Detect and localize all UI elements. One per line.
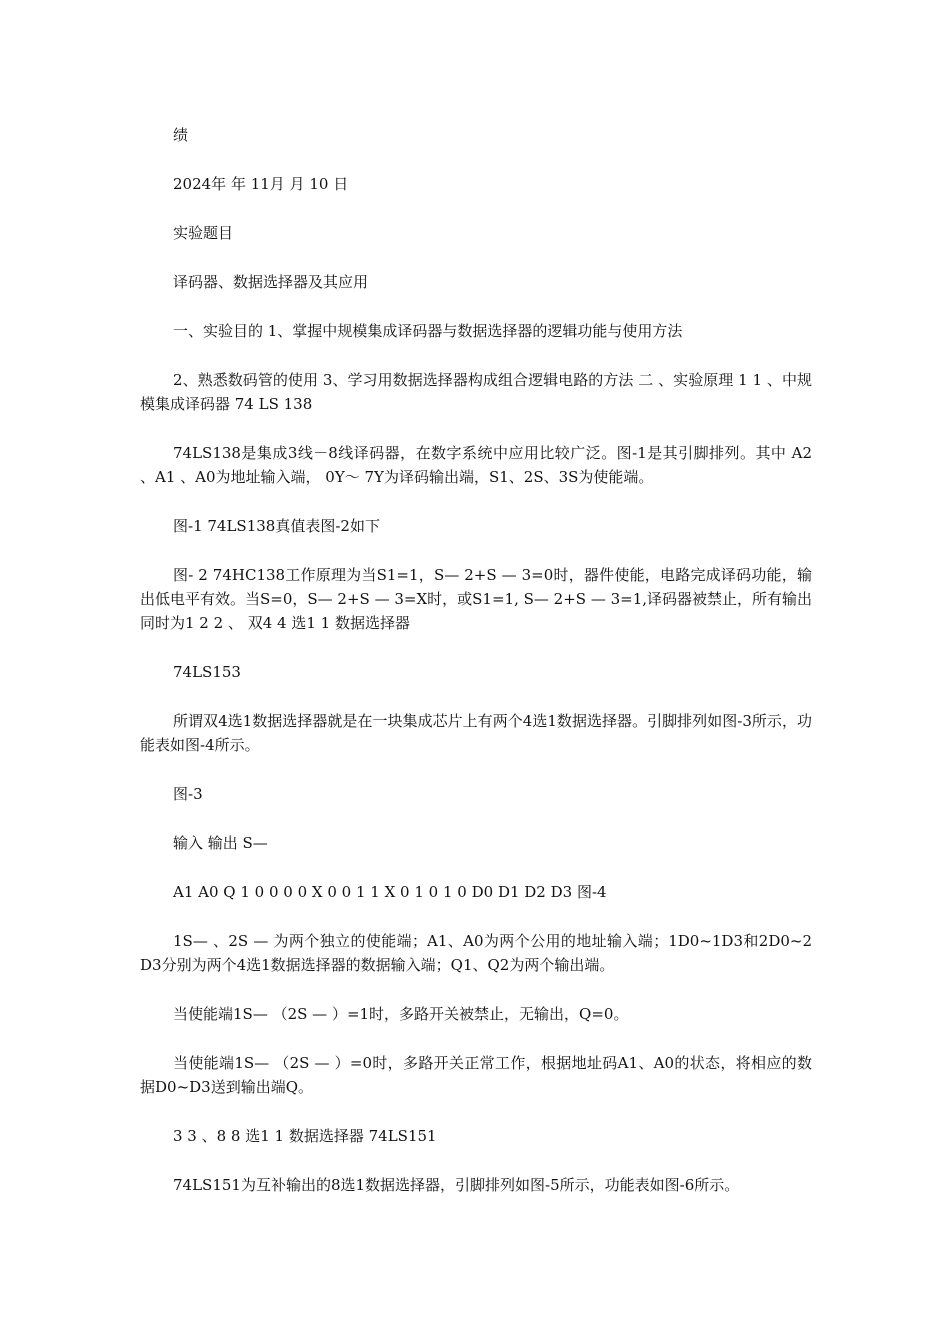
document-body xyxy=(140,123,812,1222)
dual-mux-paragraph: 所谓双4选1数据选择器就是在一块集成芯片上有两个4选1数据选择器。引脚排列如图-3所示，功能表如图-4所示。 xyxy=(140,712,812,754)
figure-1-caption: 图-1 74LS138真值表图-2如下 xyxy=(173,517,380,535)
mux-8to1-heading: 3 3 、8 8 选1 1 数据选择器 74LS151 xyxy=(173,1127,437,1145)
enable-low-paragraph: 当使能端1S— （2S — ）=0时，多路开关正常工作，根据地址码A1、A0的状态，将相应的数据D0~D3送到输出端Q。 xyxy=(140,1054,812,1096)
mux-74ls151-paragraph: 74LS151为互补输出的8选1数据选择器，引脚排列如图-5所示，功能表如图-6所示。 xyxy=(173,1176,740,1194)
experiment-title: 译码器、数据选择器及其应用 xyxy=(173,273,369,291)
enable-pins-paragraph: 1S— 、2S — 为两个独立的使能端；A1、A0为两个公用的地址输入端；1D0~1D3和2D0~2D3分别为两个4选1数据选择器的数据输入端；Q1、Q2为两个输出端。 xyxy=(140,932,812,974)
chip-name-74ls153: 74LS153 xyxy=(173,663,241,681)
date-line: 2024年 年 11月 月 10 日 xyxy=(173,175,349,193)
experiment-title-label: 实验题目 xyxy=(173,224,234,242)
enable-high-paragraph: 当使能端1S— （2S — ）=1时，多路开关被禁止，无输出，Q=0。 xyxy=(173,1005,629,1023)
function-table-values: A1 A0 Q 1 0 0 0 0 X 0 0 1 1 X 0 1 0 1 0 D0 D1 D2 D3 图-4 xyxy=(173,883,607,901)
objective-paragraph-2: 2、熟悉数码管的使用 3、学习用数据选择器构成组合逻辑电路的方法 二 、实验原理 1 1 、中规模集成译码器 74 LS 138 xyxy=(140,371,812,413)
decoder-intro-paragraph: 74LS138是集成3线－8线译码器，在数字系统中应用比较广泛。图-1是其引脚排列。其中 A2 、A1 、A0为地址输入端， 0Y～ 7Y为译码输出端，S1、2S、3S为使能端。 xyxy=(140,444,812,486)
figure-3-caption: 图-3 xyxy=(173,785,203,803)
decoder-principle-paragraph: 图- 2 74HC138工作原理为当S1=1，S— 2+S — 3=0时，器件使能，电路完成译码功能，输出低电平有效。当S=0，S— 2+S — 3=X时，或S1=1, S— 2+S — 3=1,译码器被禁止，所有输出同时为1 2 2 、 双4 4 选1 1 数据选择器 xyxy=(140,566,813,632)
grade-label: 绩 xyxy=(173,126,189,144)
objective-paragraph: 一、实验目的 1、掌握中规模集成译码器与数据选择器的逻辑功能与使用方法 xyxy=(173,322,683,340)
function-table-header: 输入 输出 S— xyxy=(173,834,268,852)
